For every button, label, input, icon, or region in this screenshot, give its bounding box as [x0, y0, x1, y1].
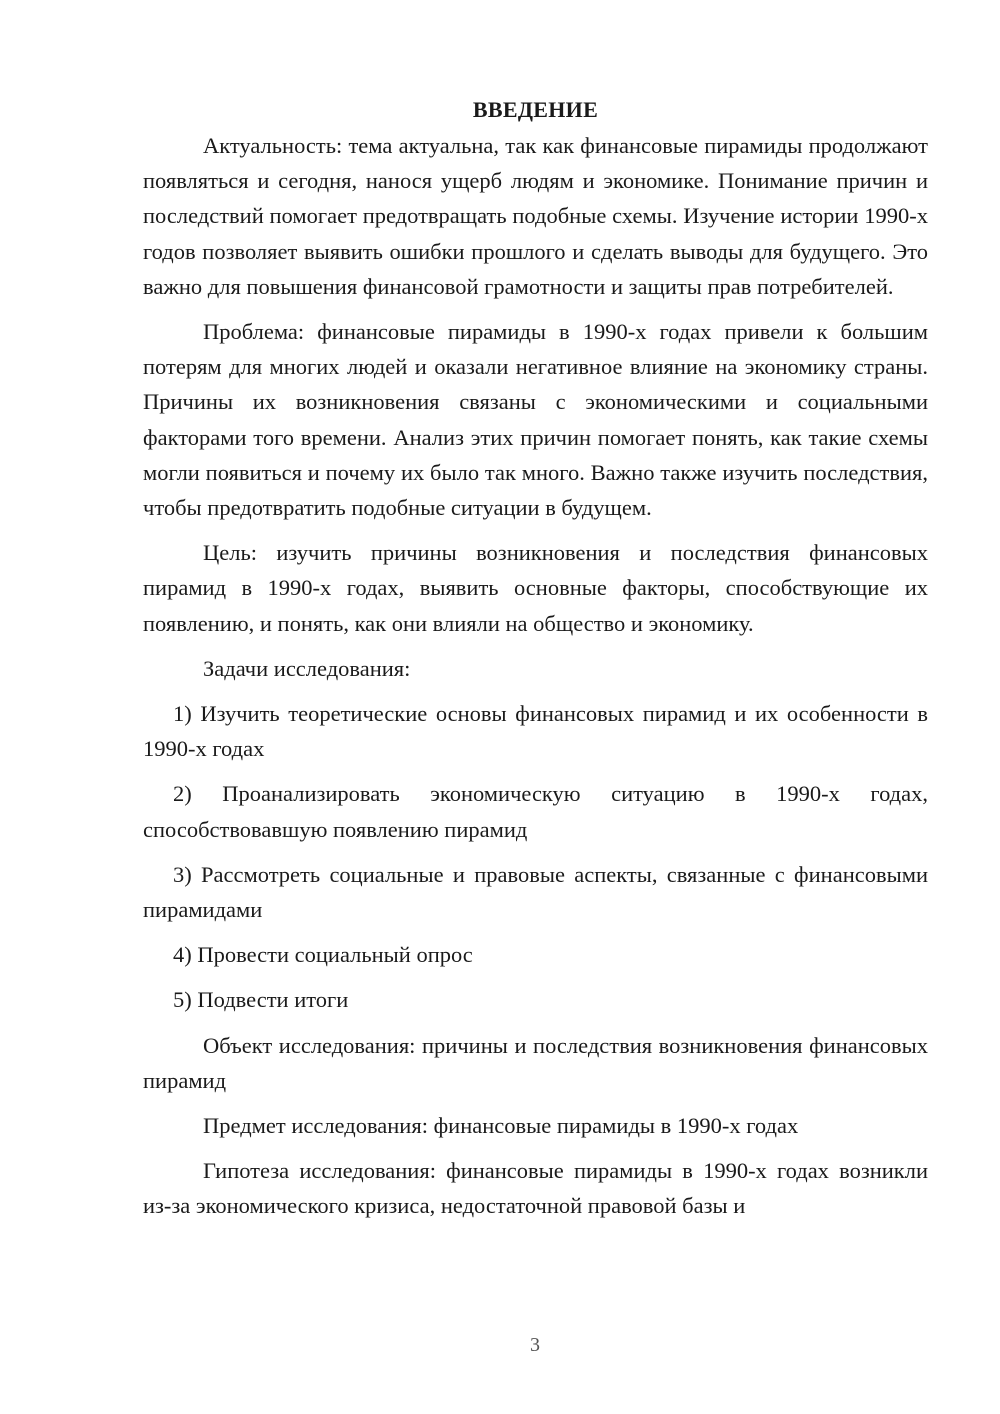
tasks-heading: Задачи исследования:: [203, 655, 411, 681]
problem-paragraph: Проблема: финансовые пирамиды в 1990-х годах привели к большим потерям для многих людей и оказали негативное влияние на экономику страны. Причины их возникновения связаны с экономическими и социальными факторами того времени. Анализ этих причин помогает понять, как такие схемы могли появиться и почему их было так много. Важно также изучить последствия, чтобы предотвратить подобные ситуации в будущем.: [143, 319, 928, 521]
relevance-paragraph: Актуальность: тема актуальна, так как финансовые пирамиды продолжают появляться и сегодня, нанося ущерб людям и экономике. Понимание причин и последствий помогает предотвращать подобные схемы. Изучение истории 1990-х годов позволяет выявить ошибки прошлого и сделать выводы для будущего. Это важно для повышения финансовой грамотности и защиты прав потребителей.: [143, 133, 928, 299]
task-item: 1) Изучить теоретические основы финансовых пирамид и их особенности в 1990-х годах: [143, 701, 928, 762]
page-number: 3: [530, 1334, 540, 1356]
task-item: 5) Подвести итоги: [173, 987, 349, 1013]
task-item: 3) Рассмотреть социальные и правовые аспекты, связанные с финансовыми пирамидами: [143, 861, 928, 923]
object-paragraph: Объект исследования: причины и последствия возникновения финансовых пирамид: [143, 1032, 928, 1093]
subject-paragraph: Предмет исследования: финансовые пирамиды в 1990-х годах: [203, 1113, 799, 1139]
tasks-list: [143, 696, 928, 1018]
task-item: 4) Провести социальный опрос: [173, 942, 473, 968]
hypothesis-paragraph: Гипотеза исследования: финансовые пирамиды в 1990-х годах возникли из-за экономического кризиса, недостаточной правовой базы и: [143, 1158, 928, 1219]
document-page: [143, 95, 928, 1234]
page-title: ВВЕДЕНИЕ: [472, 97, 599, 122]
goal-paragraph: Цель: изучить причины возникновения и последствия финансовых пирамид в 1990-х годах, выявить основные факторы, способствующие их появлению, и понять, как они влияли на общество и экономику.: [143, 540, 928, 636]
task-item: 2) Проанализировать экономическую ситуацию в 1990-х годах, способствовавшую появлению пирамид: [143, 781, 928, 842]
